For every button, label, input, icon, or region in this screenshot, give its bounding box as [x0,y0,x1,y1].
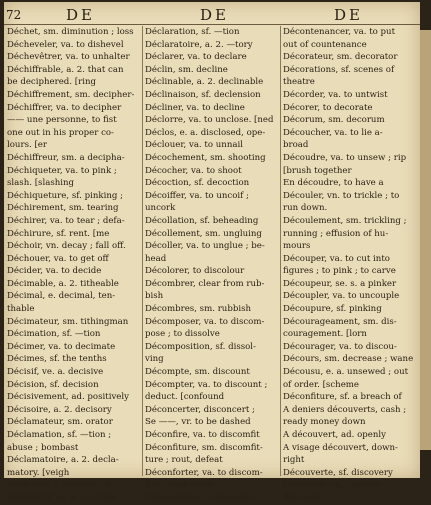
entry-line: uncork [145,203,176,214]
entry-line: of order. [scheme [283,379,360,390]
entry-line: slash. [slashing [7,178,75,189]
entry-line: Décorum, sm. decorum [283,115,385,126]
entry-line: Décolorer, to discolour [145,266,245,277]
entry-line: Découler, vn. to trickle ; to [283,190,400,201]
entry-line: Déclamation, sf. —tion ; [7,430,112,440]
entry-line: Déchiffrable, a. 2. that can [7,64,124,75]
entry-line: Déchiqueture, sf. pinking ; [7,190,123,201]
entry-line: [brush together [283,165,352,176]
entry-line: Décorateur, sm. decorator [283,52,398,63]
entry-line: Déconforter, va. to discom- [145,467,263,478]
entry-line: Déclinable, a. 2. declinable [145,77,264,88]
entry-line: Décheveler, va. to dishevel [7,39,124,50]
page-edge [420,30,431,450]
entry-line: Déchet, sm. diminution ; loss [7,27,134,37]
entry-line: Décoction, sf. decoction [145,178,250,189]
entry-line: Décousu, e. a. unsewed ; out [283,367,409,378]
entry-line: discover [283,492,320,503]
entry-line: Décoiffer, va. to uncoif ; [145,190,249,201]
entry-line: Découlement, sm. trickling ; [283,215,407,226]
entry-line: Décider, va. to decide [7,266,102,277]
entry-line: Déclamateur, sm. orator [7,417,113,428]
entry-line: Déchoir, vn. decay ; fall off. [7,241,126,252]
column-header-3: DE [334,6,363,24]
entry-line: Décimal, e. decimal, ten- [7,291,116,302]
entry-line: Déclamer, v. declaim ; in- [7,480,117,491]
entry-line: Découvrir, va. uncover ; [283,480,388,491]
entry-line: abuse ; bombast [7,442,79,453]
column-1 [7,26,139,505]
entry-line: Décimation, sf. —tion [7,329,101,340]
entry-line: Déclorre, va. to unclose. [ned [145,115,274,126]
entry-line: —— une personne, to fist [7,115,117,126]
entry-line: Déclaratoire, a. 2. —tory [145,39,253,50]
entry-line: Déconfire, va. to discomfit [145,430,260,440]
entry-line: couragement. [lorn [283,329,367,340]
column-divider [280,26,281,476]
entry-line: one out in his proper co- [7,127,114,138]
column-header-2: DE [200,6,229,24]
entry-line: theatre [283,77,315,88]
entry-line: A deniers découverts, cash ; [283,404,407,415]
column-2 [145,26,277,505]
entry-line: ready money down [283,417,366,428]
entry-line: Déconseiller, to dissuade [145,492,254,503]
entry-line: Déclos, e. a. disclosed, ope- [145,127,266,138]
entry-line: Déchirer, va. to tear ; defa- [7,215,125,226]
entry-line: Déclamatoire, a. 2. decla- [7,455,119,466]
entry-line: Décoller, va. to unglue ; be- [145,241,265,252]
entry-line: Décochement, sm. shooting [145,152,266,163]
entry-line: Décompte, sm. discount [145,367,250,378]
entry-line: Déconcerter, disconcert ; [145,404,255,415]
entry-line: ture ; rout, defeat [145,455,223,466]
entry-line: Déchirure, sf. rent. [me [7,228,110,239]
entry-line: Déchiffreur, sm. a decipha- [7,152,125,163]
entry-line: Décomposition, sf. dissol- [145,341,256,352]
entry-line: Décontenancer, va. to put [283,27,396,37]
entry-line: Déchiqueter, va. to pink ; [7,165,117,176]
entry-line: Déchiffrer, va. to decipher [7,102,122,113]
entry-line: Déchevêtrer, va. to unhalter [7,52,130,63]
entry-line: Déclaration, sf. —tion [145,27,240,37]
entry-line: Déclarer, va. to declare [145,52,247,63]
entry-line: En découdre, to have a [283,178,384,189]
entry-line: Décimes, sf. the tenths [7,354,107,365]
entry-line: Déchirement, sm. tearing [7,203,119,214]
header-rule [4,24,420,25]
entry-line: Décliner, va. to decline [145,102,245,113]
entry-line: Décorations, sf. scenes of [283,64,395,75]
entry-line: right [283,455,305,466]
entry-line: running ; effusion of hu- [283,228,389,239]
entry-line: Découverte, sf. discovery [283,467,393,478]
entry-line: Déclinaison, sf. declension [145,89,261,100]
entry-line: Décombrer, clear from rub- [145,278,265,289]
entry-line: Découcher, va. to lie a- [283,127,383,138]
column-divider [142,26,143,476]
entry-line: Décisif, ve. a. decisive [7,367,104,378]
entry-line: be deciphered. [ring [7,77,96,88]
entry-line: Décorer, to decorate [283,102,373,113]
entry-line: Déclin, sm. decline [145,64,228,75]
entry-line: mours [283,241,311,252]
entry-line: A visage découvert, down- [283,442,398,453]
entry-line: Découdre, va. to unsew ; rip [283,152,407,163]
entry-line: pose ; to dissolve [145,329,220,340]
entry-line: Décombres, sm. rubbish [145,304,252,315]
entry-line: Décimable, a. 2. titheable [7,278,119,289]
column-header-1: DE [66,6,95,24]
entry-line: lours. [er [7,140,47,151]
entry-line: Décollation, sf. beheading [145,215,259,226]
entry-line: Découpler, va. to uncouple [283,291,400,302]
entry-line: fort ; cast down [145,480,214,491]
entry-line: Déconfiture, sf. a breach of [283,392,402,403]
entry-line: Déclaratif, ve. a. —rative [7,492,116,503]
entry-line: Déclouer, va. to unnail [145,140,243,151]
entry-line: Décompter, va. to discount ; [145,379,268,390]
entry-line: Décision, sf. decision [7,379,99,390]
entry-line: A découvert, ad. openly [283,430,386,440]
dictionary-page [4,2,420,503]
entry-line: Décourageament, sm. dis- [283,316,397,327]
entry-line: Décocher, va. to shoot [145,165,242,176]
entry-line: Décollement, sm. ungluing [145,228,262,239]
entry-line: bish [145,291,164,302]
entry-line: figures ; to pink ; to carve [283,266,396,277]
page-number: 72 [6,8,22,22]
entry-line: Découper, va. to cut into [283,253,390,264]
entry-line: Décisivement, ad. positively [7,392,129,403]
entry-line: head [145,253,167,264]
entry-line: Décomposer, va. to discom- [145,316,265,327]
entry-line: Déconfiture, sm. discomfit- [145,442,263,453]
entry-line: Décours, sm. decrease ; wane [283,354,414,365]
entry-line: broad [283,140,309,151]
entry-line: Se ——, vr. to be dashed [145,417,251,428]
entry-line: Découpeur, se. s. a pinker [283,278,397,289]
entry-line: Décorder, va. to untwist [283,89,388,100]
entry-line: out of countenance [283,39,367,50]
entry-line: Découpure, sf. pinking [283,304,382,315]
entry-line: ving [145,354,164,365]
entry-line: thable [7,304,35,315]
entry-line: Déchiffrement, sm. decipher- [7,89,135,100]
entry-line: deduct. [confound [145,392,225,403]
entry-line: matory. [veigh [7,467,70,478]
entry-line: Décisoire, a. 2. decisory [7,404,112,415]
entry-line: Décimer, va. to decimate [7,341,116,352]
entry-line: Déchouer, va. to get off [7,253,109,264]
entry-line: Décimateur, sm. tithingman [7,316,129,327]
entry-line: run down. [283,203,328,214]
entry-line: Décourager, va. to discou- [283,341,397,352]
column-3 [283,26,415,505]
